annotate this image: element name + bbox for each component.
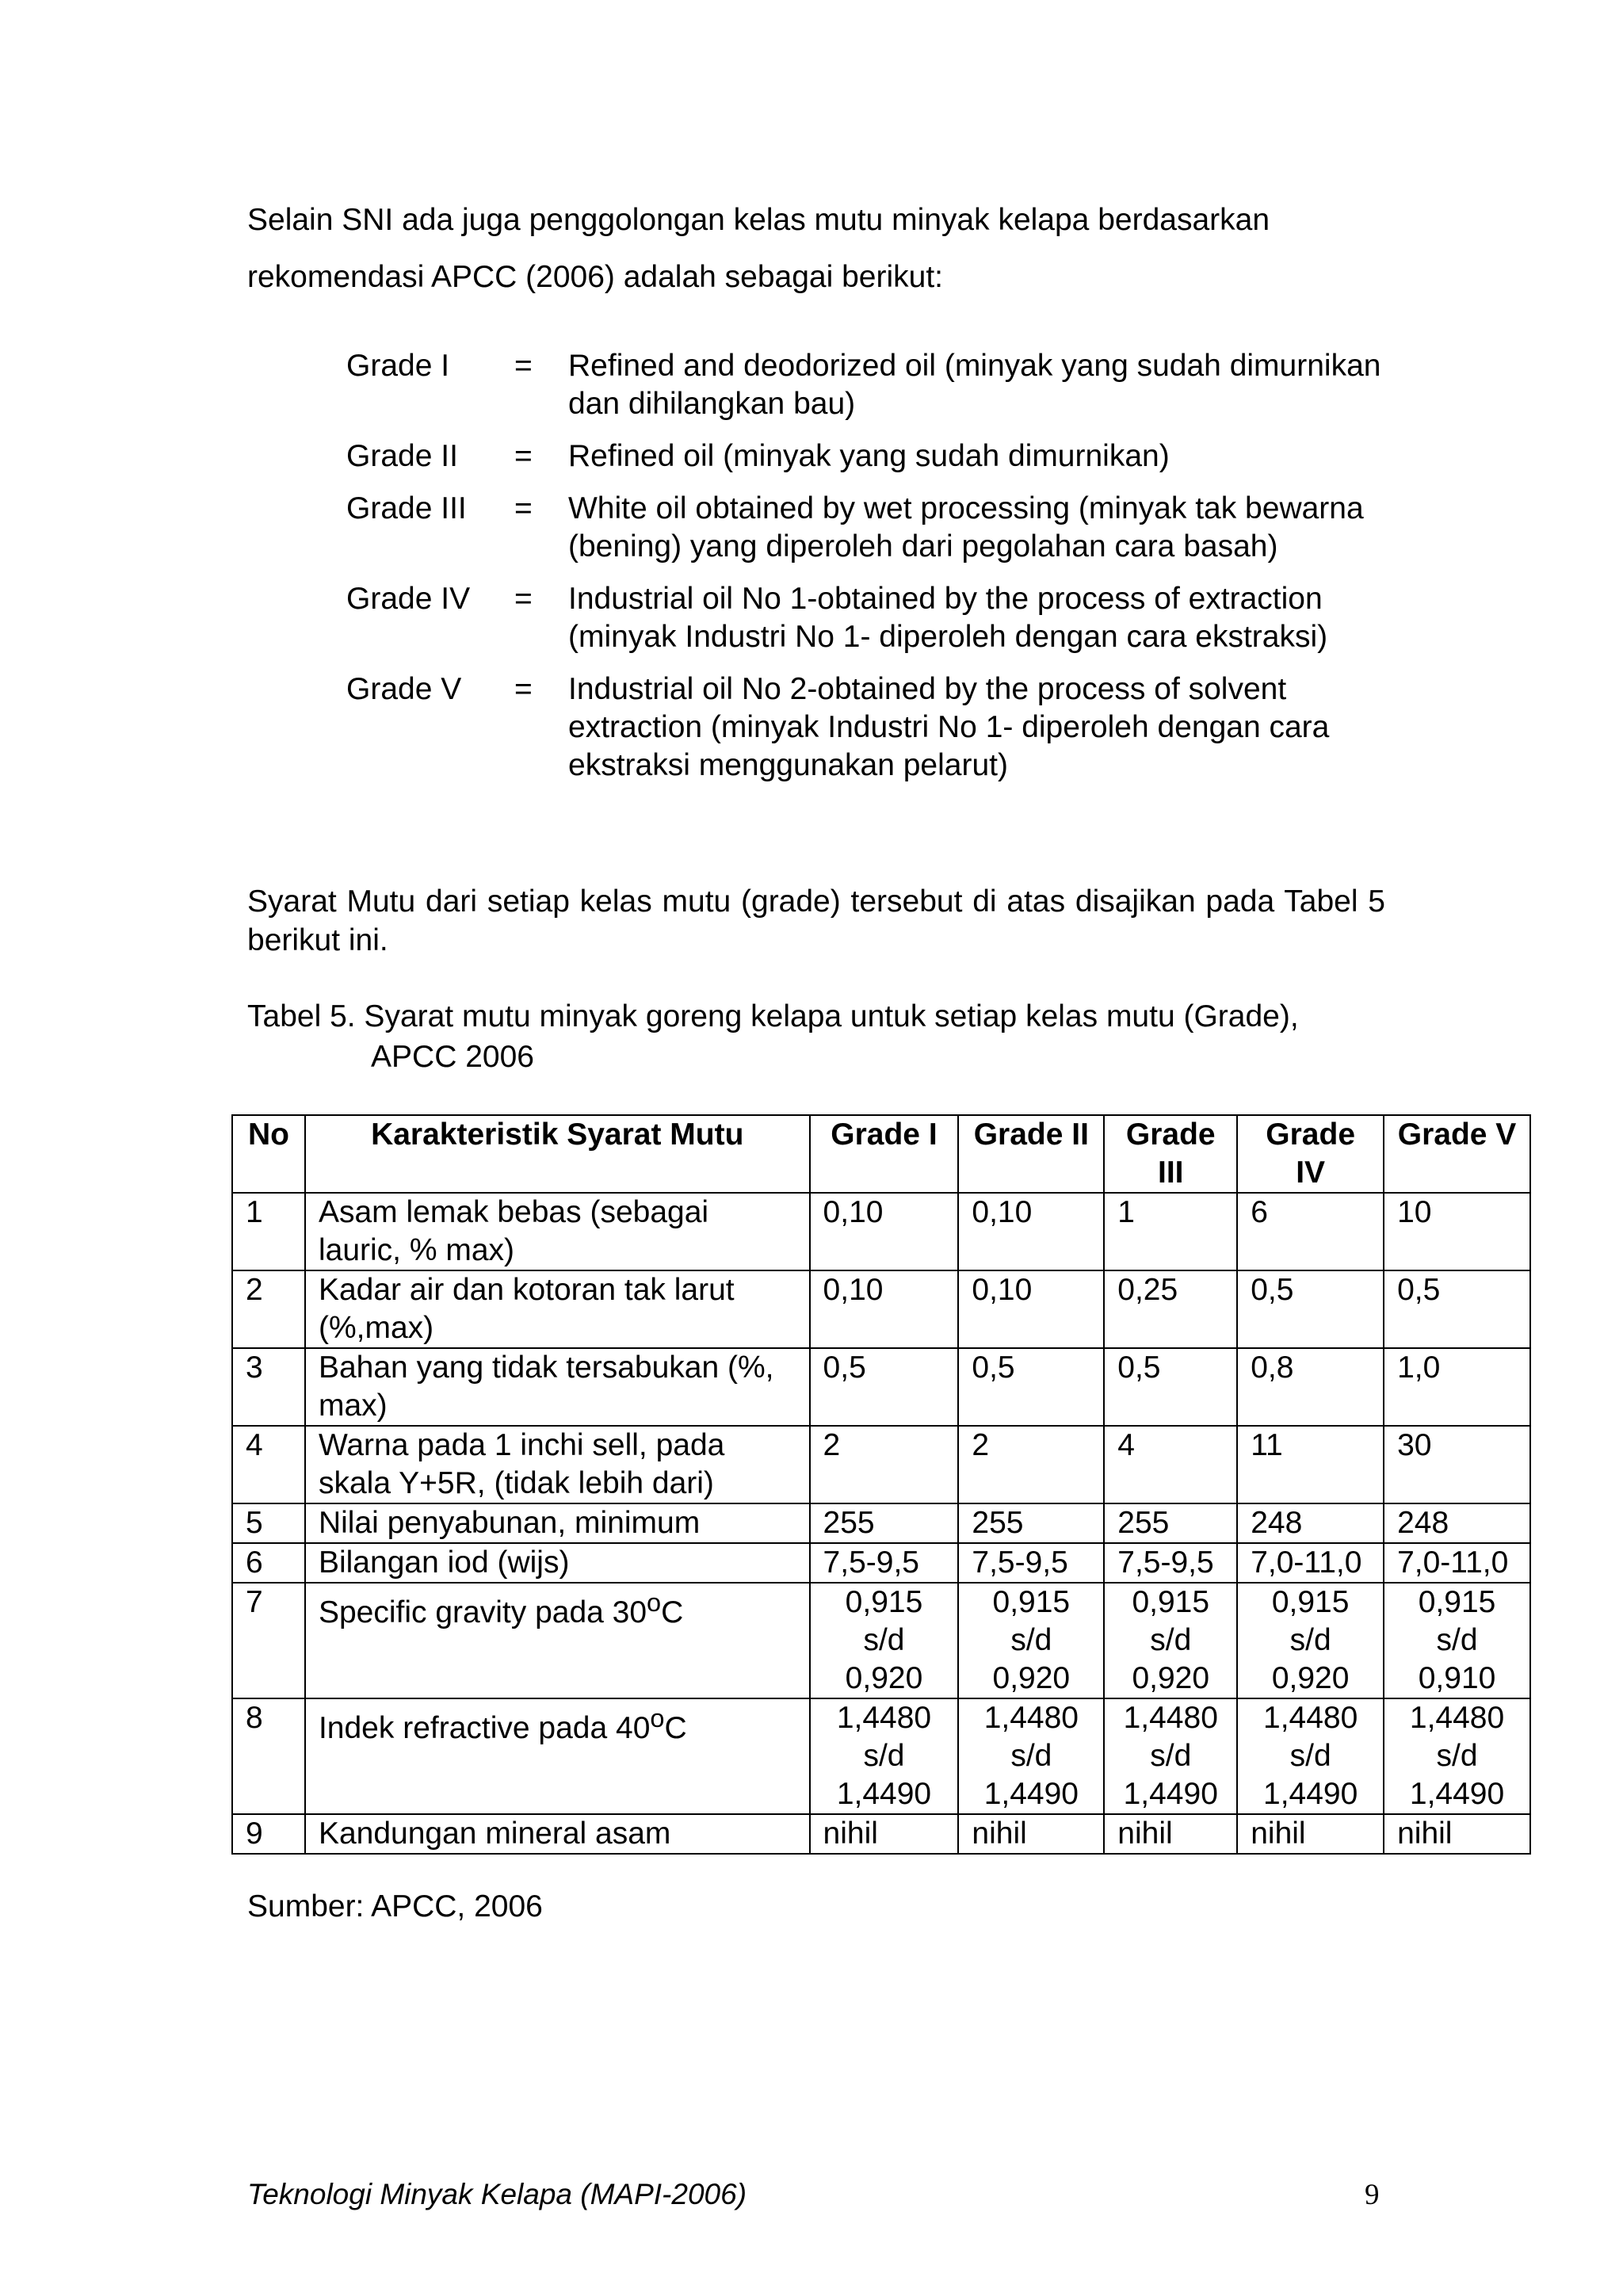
row-value: 1,4480 s/d 1,4490 xyxy=(958,1698,1104,1814)
row-value: 0,915 s/d 0,920 xyxy=(958,1583,1104,1698)
row-characteristic xyxy=(305,1698,810,1814)
characteristic-text: Indek refractive pada 40 xyxy=(318,1711,651,1745)
row-no: 4 xyxy=(232,1426,305,1503)
row-value: 1,4480 s/d 1,4490 xyxy=(810,1698,959,1814)
grade-row xyxy=(346,670,1400,799)
grade-row xyxy=(346,437,1400,490)
row-value: 11 xyxy=(1237,1426,1384,1503)
grade-row xyxy=(346,347,1400,437)
equals-sign: = xyxy=(514,672,533,706)
row-value: 0,8 xyxy=(1237,1348,1384,1426)
row-value: 0,915 s/d 0,920 xyxy=(1237,1583,1384,1698)
row-value: 0,10 xyxy=(958,1193,1104,1270)
row-characteristic: Asam lemak bebas (sebagai lauric, % max) xyxy=(305,1193,810,1270)
characteristic-text: Specific gravity pada 30 xyxy=(318,1595,647,1629)
row-value: 2 xyxy=(810,1426,959,1503)
row-value: 7,0-11,0 xyxy=(1384,1543,1530,1583)
row-value: 1,4480 s/d 1,4490 xyxy=(1384,1698,1530,1814)
row-value: 1,4480 s/d 1,4490 xyxy=(1237,1698,1384,1814)
grade-description: Industrial oil No 2-obtained by the process of solvent extraction (minyak Industri No 1- diperoleh dengan cara ekstraksi menggunakan pelarut) xyxy=(568,672,1330,782)
row-no: 1 xyxy=(232,1193,305,1270)
table-row xyxy=(232,1426,1530,1503)
row-value: 0,915 s/d 0,920 xyxy=(810,1583,959,1698)
row-value: 255 xyxy=(958,1503,1104,1543)
row-value: 7,5-9,5 xyxy=(1104,1543,1237,1583)
grade-name: Grade II xyxy=(346,439,458,473)
row-no: 9 xyxy=(232,1814,305,1854)
row-value: 7,5-9,5 xyxy=(958,1543,1104,1583)
row-value: nihil xyxy=(958,1814,1104,1854)
intro-line-2: rekomendasi APCC (2006) adalah sebagai berikut: xyxy=(247,260,944,294)
row-value: 255 xyxy=(1104,1503,1237,1543)
row-value: 30 xyxy=(1384,1426,1530,1503)
row-characteristic: Kandungan mineral asam xyxy=(305,1814,810,1854)
table-row xyxy=(232,1503,1530,1543)
row-value: 0,5 xyxy=(1237,1270,1384,1348)
row-no: 5 xyxy=(232,1503,305,1543)
row-value: 0,915 s/d 0,920 xyxy=(1104,1583,1237,1698)
syarat-paragraph: Syarat Mutu dari setiap kelas mutu (grade) tersebut di atas disajikan pada Tabel 5 berikut ini. xyxy=(247,884,1385,957)
equals-sign: = xyxy=(514,582,533,616)
row-no: 8 xyxy=(232,1698,305,1814)
row-value: nihil xyxy=(1237,1814,1384,1854)
row-no: 3 xyxy=(232,1348,305,1426)
degree-superscript: o xyxy=(650,1704,665,1733)
row-characteristic: Bahan yang tidak tersabukan (%, max) xyxy=(305,1348,810,1426)
table-header-row xyxy=(232,1115,1530,1193)
table-caption xyxy=(247,996,1436,1077)
header-grade-2: Grade II xyxy=(958,1115,1104,1193)
table-row xyxy=(232,1193,1530,1270)
row-value: 6 xyxy=(1237,1193,1384,1270)
row-no: 2 xyxy=(232,1270,305,1348)
row-value: 0,25 xyxy=(1104,1270,1237,1348)
table-source: Sumber: APCC, 2006 xyxy=(247,1889,543,1924)
row-value: 248 xyxy=(1384,1503,1530,1543)
grade-name: Grade IV xyxy=(346,582,471,616)
row-value: 0,10 xyxy=(810,1193,959,1270)
header-no: No xyxy=(232,1115,305,1193)
table-row xyxy=(232,1543,1530,1583)
unit-text: C xyxy=(661,1595,684,1629)
equals-sign: = xyxy=(514,439,533,473)
grade-description: Refined oil (minyak yang sudah dimurnikan) xyxy=(568,439,1170,473)
caption-line-1: Tabel 5. Syarat mutu minyak goreng kelapa untuk setiap kelas mutu (Grade), xyxy=(247,999,1299,1033)
row-value: 1 xyxy=(1104,1193,1237,1270)
row-value: 1,0 xyxy=(1384,1348,1530,1426)
row-characteristic: Warna pada 1 inchi sell, pada skala Y+5R, (tidak lebih dari) xyxy=(305,1426,810,1503)
header-grade-3: Grade III xyxy=(1104,1115,1237,1193)
page-number: 9 xyxy=(1365,2179,1380,2211)
row-value: 248 xyxy=(1237,1503,1384,1543)
table-row xyxy=(232,1698,1530,1814)
row-value: 0,10 xyxy=(810,1270,959,1348)
row-value: 0,5 xyxy=(810,1348,959,1426)
header-grade-1: Grade I xyxy=(810,1115,959,1193)
row-characteristic: Bilangan iod (wijs) xyxy=(305,1543,810,1583)
grade-name: Grade III xyxy=(346,491,467,525)
grade-row xyxy=(346,580,1400,670)
footer-title: Teknologi Minyak Kelapa (MAPI-2006) xyxy=(247,2178,747,2210)
intro-paragraph xyxy=(247,192,1388,306)
row-value: 4 xyxy=(1104,1426,1237,1503)
equals-sign: = xyxy=(514,349,533,383)
row-characteristic xyxy=(305,1583,810,1698)
table-row xyxy=(232,1270,1530,1348)
row-value: nihil xyxy=(1384,1814,1530,1854)
quality-requirements-table xyxy=(231,1114,1531,1855)
table-row xyxy=(232,1348,1530,1426)
caption-line-2: APCC 2006 xyxy=(371,1040,534,1074)
grade-description: Refined and deodorized oil (minyak yang sudah dimurnikan dan dihilangkan bau) xyxy=(568,349,1381,421)
equals-sign: = xyxy=(514,491,533,525)
row-no: 7 xyxy=(232,1583,305,1698)
header-karakteristik: Karakteristik Syarat Mutu xyxy=(305,1115,810,1193)
header-grade-5: Grade V xyxy=(1384,1115,1530,1193)
grade-definitions xyxy=(346,347,1400,799)
row-value: 0,5 xyxy=(1384,1270,1530,1348)
row-value: 2 xyxy=(958,1426,1104,1503)
row-characteristic: Kadar air dan kotoran tak larut (%,max) xyxy=(305,1270,810,1348)
header-grade-4: Grade IV xyxy=(1237,1115,1384,1193)
grade-row xyxy=(346,490,1400,580)
grade-description: White oil obtained by wet processing (minyak tak bewarna (bening) yang diperoleh dari pegolahan cara basah) xyxy=(568,491,1364,563)
grade-name: Grade V xyxy=(346,672,462,706)
row-value: 0,10 xyxy=(958,1270,1104,1348)
table-row xyxy=(232,1814,1530,1854)
grade-description: Industrial oil No 1-obtained by the process of extraction (minyak Industri No 1- diperoleh dengan cara ekstraksi) xyxy=(568,582,1328,654)
row-value: 7,5-9,5 xyxy=(810,1543,959,1583)
row-value: 0,5 xyxy=(1104,1348,1237,1426)
row-value: 0,5 xyxy=(958,1348,1104,1426)
row-value: 255 xyxy=(810,1503,959,1543)
row-value: 0,915 s/d 0,910 xyxy=(1384,1583,1530,1698)
row-value: 7,0-11,0 xyxy=(1237,1543,1384,1583)
row-value: nihil xyxy=(810,1814,959,1854)
degree-superscript: o xyxy=(647,1588,662,1617)
grade-name: Grade I xyxy=(346,349,450,383)
row-value: 1,4480 s/d 1,4490 xyxy=(1104,1698,1237,1814)
unit-text: C xyxy=(664,1711,687,1745)
table-row xyxy=(232,1583,1530,1698)
intro-line-1: Selain SNI ada juga penggolongan kelas mutu minyak kelapa berdasarkan xyxy=(247,203,1270,237)
row-value: 10 xyxy=(1384,1193,1530,1270)
row-characteristic: Nilai penyabunan, minimum xyxy=(305,1503,810,1543)
row-value: nihil xyxy=(1104,1814,1237,1854)
row-no: 6 xyxy=(232,1543,305,1583)
